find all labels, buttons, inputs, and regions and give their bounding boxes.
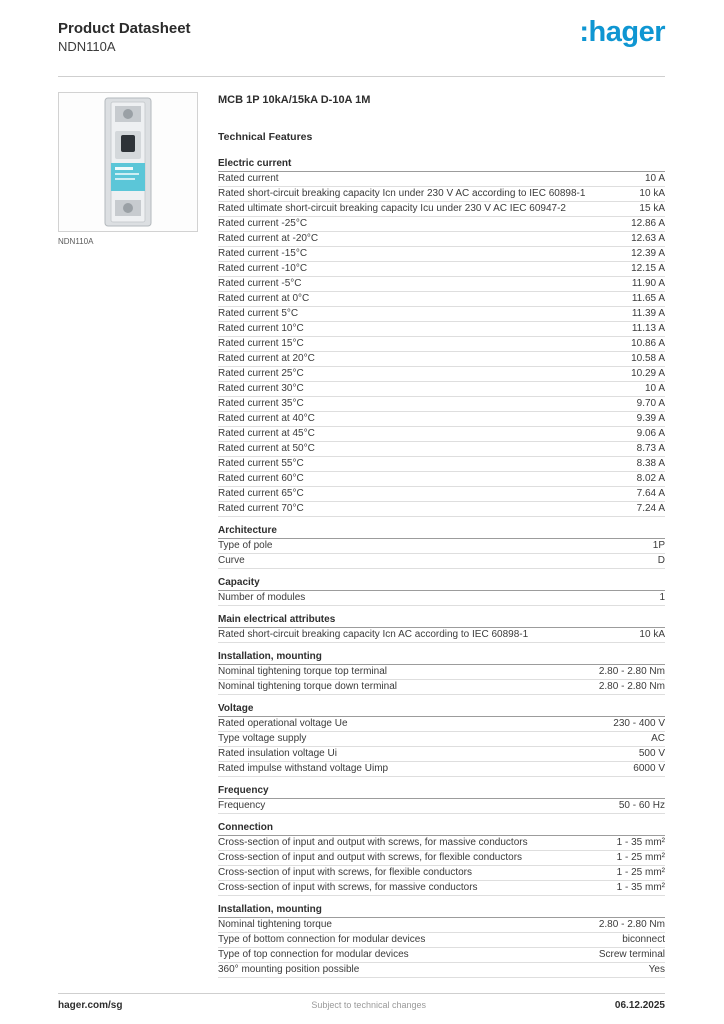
- spec-label: Rated current 65°C: [218, 488, 304, 499]
- spec-label: Rated current 55°C: [218, 458, 304, 469]
- spec-label: Rated current at 40°C: [218, 413, 315, 424]
- spec-row: [218, 948, 665, 963]
- spec-value: 2.80 - 2.80 Nm: [598, 919, 665, 930]
- spec-label: Type of top connection for modular devices: [218, 949, 409, 960]
- spec-row: [218, 799, 665, 814]
- spec-value: Yes: [648, 964, 665, 975]
- spec-row: [218, 442, 665, 457]
- spec-label: Rated current 5°C: [218, 308, 299, 319]
- section-title: Voltage: [218, 702, 665, 717]
- spec-value: D: [657, 555, 665, 566]
- spec-row: [218, 202, 665, 217]
- spec-label: Rated current -10°C: [218, 263, 308, 274]
- spec-value: 10.58 A: [631, 353, 665, 364]
- spec-label: Rated current -5°C: [218, 278, 302, 289]
- spec-row: [218, 217, 665, 232]
- spec-row: [218, 322, 665, 337]
- spec-value: 7.64 A: [636, 488, 665, 499]
- spec-value: 11.90 A: [631, 278, 665, 289]
- spec-label: Rated current at 50°C: [218, 443, 315, 454]
- spec-row: [218, 172, 665, 187]
- spec-row: [218, 502, 665, 517]
- spec-label: Rated insulation voltage Ui: [218, 748, 337, 759]
- spec-row: [218, 307, 665, 322]
- spec-value: 1 - 25 mm²: [616, 867, 665, 878]
- spec-value: 6000 V: [633, 763, 665, 774]
- spec-value: 15 kA: [639, 203, 665, 214]
- spec-section: [218, 524, 665, 569]
- spec-label: Cross-section of input with screws, for flexible conductors: [218, 867, 472, 878]
- product-image-caption: NDN110A: [58, 237, 94, 246]
- spec-section: [218, 650, 665, 695]
- spec-row: [218, 747, 665, 762]
- spec-row: [218, 382, 665, 397]
- spec-row: [218, 963, 665, 978]
- spec-row: [218, 881, 665, 896]
- spec-section: [218, 784, 665, 814]
- footer: [58, 1000, 665, 1011]
- section-title: Architecture: [218, 524, 665, 539]
- section-title: Capacity: [218, 576, 665, 591]
- spec-value: 11.13 A: [631, 323, 665, 334]
- spec-label: Rated current at 45°C: [218, 428, 315, 439]
- section-title: Electric current: [218, 157, 665, 172]
- section-title: Connection: [218, 821, 665, 836]
- spec-section: [218, 821, 665, 896]
- page-title: Product Datasheet: [58, 20, 191, 37]
- spec-value: 12.63 A: [631, 233, 665, 244]
- footer-note: Subject to technical changes: [311, 1000, 426, 1010]
- spec-row: [218, 717, 665, 732]
- spec-row: [218, 836, 665, 851]
- spec-value: 1P: [652, 540, 665, 551]
- spec-value: 11.65 A: [631, 293, 665, 304]
- spec-value: 1: [659, 592, 665, 603]
- product-reference: NDN110A: [58, 39, 116, 54]
- spec-value: AC: [651, 733, 665, 744]
- footer-divider: [58, 993, 665, 994]
- spec-label: Number of modules: [218, 592, 306, 603]
- spec-value: 2.80 - 2.80 Nm: [598, 666, 665, 677]
- spec-value: 10 kA: [639, 188, 665, 199]
- spec-row: [218, 277, 665, 292]
- spec-label: Rated current: [218, 173, 279, 184]
- spec-sections: [218, 157, 665, 978]
- spec-label: Curve: [218, 555, 245, 566]
- spec-value: 50 - 60 Hz: [618, 800, 665, 811]
- spec-value: 10 kA: [639, 629, 665, 640]
- spec-label: Cross-section of input with screws, for massive conductors: [218, 882, 478, 893]
- spec-row: [218, 762, 665, 777]
- spec-row: [218, 487, 665, 502]
- spec-label: Rated current 60°C: [218, 473, 304, 484]
- section-title: Main electrical attributes: [218, 613, 665, 628]
- spec-label: Type of pole: [218, 540, 273, 551]
- spec-row: [218, 628, 665, 643]
- spec-label: Rated short-circuit breaking capacity Icn AC according to IEC 60898-1: [218, 629, 529, 640]
- spec-label: Rated current at -20°C: [218, 233, 319, 244]
- spec-section: [218, 613, 665, 643]
- spec-row: [218, 933, 665, 948]
- spec-label: Rated current 25°C: [218, 368, 304, 379]
- spec-value: 1 - 35 mm²: [616, 837, 665, 848]
- spec-value: 9.39 A: [636, 413, 665, 424]
- spec-row: [218, 680, 665, 695]
- product-image-column: [58, 92, 200, 246]
- spec-row: [218, 554, 665, 569]
- spec-section: [218, 702, 665, 777]
- spec-value: 7.24 A: [636, 503, 665, 514]
- spec-value: 8.38 A: [636, 458, 665, 469]
- spec-label: Rated current 15°C: [218, 338, 304, 349]
- spec-label: Rated current 10°C: [218, 323, 304, 334]
- section-title: Installation, mounting: [218, 650, 665, 665]
- spec-row: [218, 337, 665, 352]
- spec-row: [218, 262, 665, 277]
- spec-label: Frequency: [218, 800, 266, 811]
- spec-label: Rated current 70°C: [218, 503, 304, 514]
- spec-row: [218, 232, 665, 247]
- footer-date: 06.12.2025: [614, 1000, 665, 1011]
- spec-column: [218, 94, 665, 978]
- spec-section: [218, 903, 665, 978]
- spec-label: Rated impulse withstand voltage Uimp: [218, 763, 389, 774]
- spec-section: [218, 576, 665, 606]
- spec-label: Rated current 35°C: [218, 398, 304, 409]
- footer-site-link[interactable]: hager.com/sg: [58, 1000, 123, 1011]
- spec-value: 12.15 A: [631, 263, 665, 274]
- spec-label: Type voltage supply: [218, 733, 307, 744]
- spec-row: [218, 457, 665, 472]
- spec-value: 8.73 A: [636, 443, 665, 454]
- mcb-illustration: [59, 93, 197, 231]
- product-image: [58, 92, 198, 232]
- spec-row: [218, 591, 665, 606]
- spec-row: [218, 851, 665, 866]
- header: [58, 20, 191, 54]
- spec-label: 360° mounting position possible: [218, 964, 360, 975]
- spec-value: 11.39 A: [631, 308, 665, 319]
- spec-label: Rated current at 20°C: [218, 353, 315, 364]
- spec-value: 500 V: [638, 748, 665, 759]
- spec-label: Rated current -25°C: [218, 218, 308, 229]
- spec-value: 8.02 A: [636, 473, 665, 484]
- section-title: Frequency: [218, 784, 665, 799]
- spec-value: 1 - 35 mm²: [616, 882, 665, 893]
- spec-value: 12.39 A: [631, 248, 665, 259]
- spec-row: [218, 292, 665, 307]
- spec-row: [218, 918, 665, 933]
- spec-label: Nominal tightening torque down terminal: [218, 681, 397, 692]
- spec-value: 10 A: [644, 173, 665, 184]
- spec-value: 9.06 A: [636, 428, 665, 439]
- spec-label: Rated current at 0°C: [218, 293, 310, 304]
- spec-label: Rated ultimate short-circuit breaking capacity Icu under 230 V AC IEC 60947-2: [218, 203, 566, 214]
- spec-row: [218, 352, 665, 367]
- spec-row: [218, 397, 665, 412]
- section-title: Installation, mounting: [218, 903, 665, 918]
- spec-row: [218, 367, 665, 382]
- spec-value: 10.29 A: [631, 368, 665, 379]
- spec-row: [218, 412, 665, 427]
- technical-features-heading: Technical Features: [218, 131, 313, 143]
- spec-value: biconnect: [622, 934, 665, 945]
- header-divider: [58, 76, 665, 77]
- spec-label: Rated current -15°C: [218, 248, 308, 259]
- spec-row: [218, 427, 665, 442]
- spec-row: [218, 472, 665, 487]
- spec-row: [218, 187, 665, 202]
- spec-row: [218, 247, 665, 262]
- spec-label: Nominal tightening torque: [218, 919, 332, 930]
- product-name: MCB 1P 10kA/15kA D-10A 1M: [218, 94, 371, 106]
- spec-row: [218, 539, 665, 554]
- spec-label: Rated short-circuit breaking capacity Icn under 230 V AC according to IEC 60898-1: [218, 188, 586, 199]
- spec-label: Type of bottom connection for modular devices: [218, 934, 426, 945]
- spec-value: 12.86 A: [631, 218, 665, 229]
- spec-label: Nominal tightening torque top terminal: [218, 666, 387, 677]
- spec-value: 10 A: [644, 383, 665, 394]
- spec-value: 1 - 25 mm²: [616, 852, 665, 863]
- spec-value: 10.86 A: [631, 338, 665, 349]
- spec-label: Cross-section of input and output with screws, for flexible conductors: [218, 852, 523, 863]
- spec-label: Cross-section of input and output with screws, for massive conductors: [218, 837, 528, 848]
- spec-section: [218, 157, 665, 517]
- spec-value: 9.70 A: [636, 398, 665, 409]
- hager-logo: :hager: [579, 16, 665, 48]
- spec-row: [218, 732, 665, 747]
- spec-value: Screw terminal: [598, 949, 665, 960]
- spec-label: Rated operational voltage Ue: [218, 718, 348, 729]
- spec-row: [218, 866, 665, 881]
- spec-value: 230 - 400 V: [613, 718, 665, 729]
- spec-value: 2.80 - 2.80 Nm: [598, 681, 665, 692]
- spec-row: [218, 665, 665, 680]
- spec-label: Rated current 30°C: [218, 383, 304, 394]
